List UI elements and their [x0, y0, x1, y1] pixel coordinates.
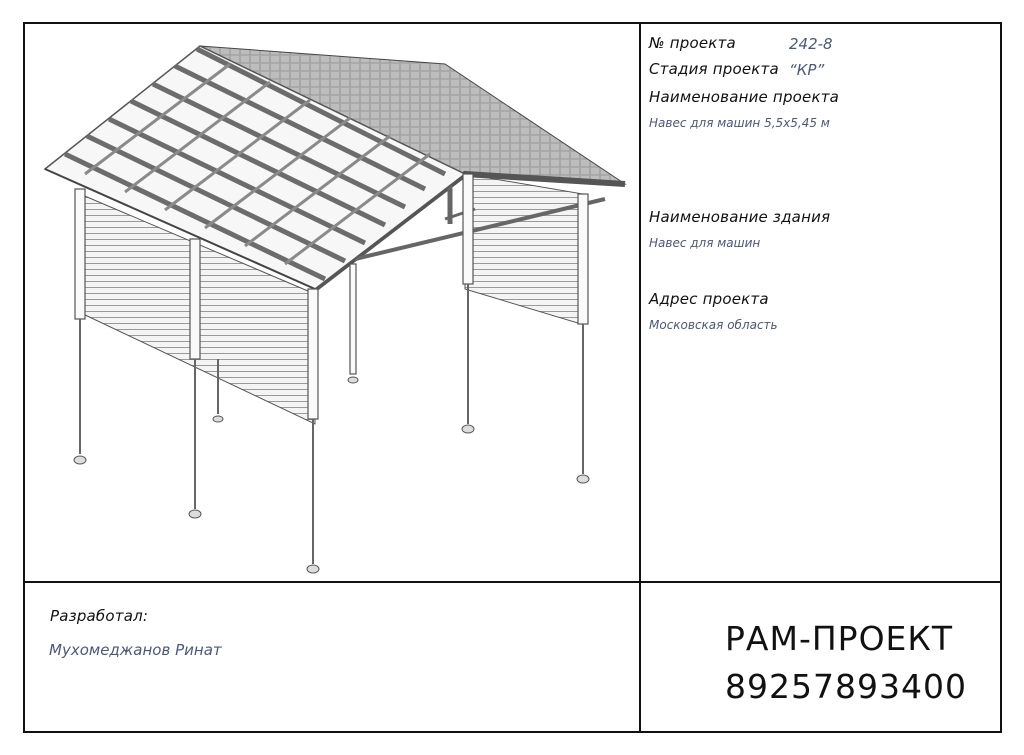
building-name-label: Наименование здания: [649, 208, 831, 226]
carport-3d-model-icon: [25, 24, 641, 582]
author-name: Мухомеджанов Ринат: [49, 641, 222, 659]
drawing-sheet: [23, 22, 1002, 733]
project-name-label: Наименование проекта: [649, 88, 840, 106]
author-label: Разработал:: [50, 607, 149, 625]
project-name-value: Навес для машин 5,5х5,45 м: [649, 116, 830, 130]
project-address-label: Адрес проекта: [649, 290, 769, 308]
project-number-value: 242-8: [789, 35, 833, 53]
project-stage-value: “КР”: [789, 61, 825, 79]
company-phone: 89257893400: [725, 667, 967, 706]
project-number-label: № проекта: [649, 34, 736, 52]
project-address-value: Московская область: [649, 318, 778, 332]
carport-drawing: [25, 24, 641, 582]
building-name-value: Навес для машин: [649, 236, 761, 250]
company-name: РАМ-ПРОЕКТ: [725, 619, 953, 658]
project-stage-label: Стадия проекта: [649, 60, 779, 78]
